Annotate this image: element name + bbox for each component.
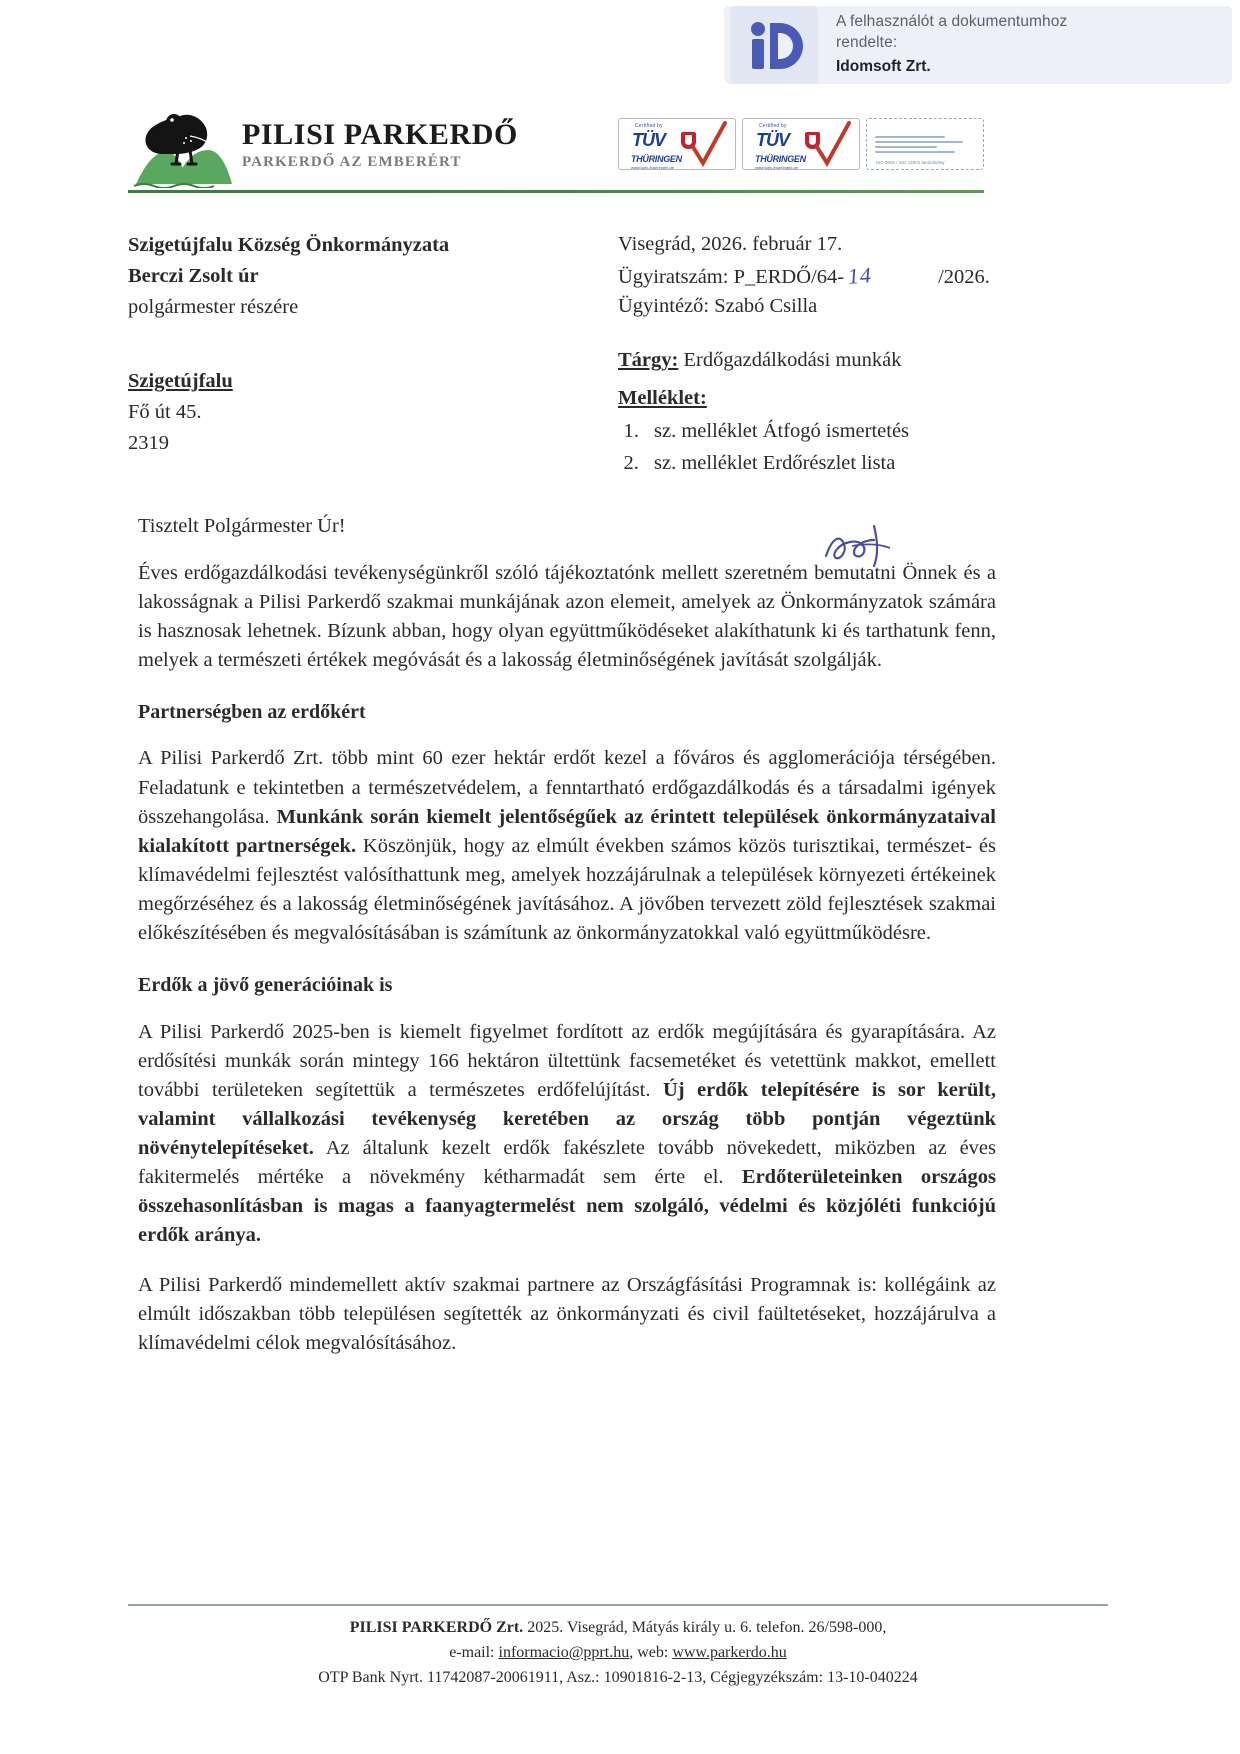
file-number-value: P_ERDŐ/64- [733, 265, 845, 288]
letterhead [128, 96, 984, 196]
page-footer [128, 1616, 1108, 1690]
subject-block [618, 345, 1088, 376]
national-afforestation-paragraph: A Pilisi Parkerdő mindemellett aktív szakmai partnere az Országfásítási Programnak is: kollégáink az elmúlt időszakban több településen segítették az önkormányzati és civil faültetéseket, hozzájárulva a klímavédelmi célok megvalósításához. [138, 1274, 996, 1355]
footer-divider [128, 1604, 1108, 1606]
partnership-text-a: A Pilisi Parkerdő Zrt. több mint 60 ezer hektár erdőt kezel a főváros és agglomerációja térségében. Feladatunk e tekintetben a természetvédelem, a fenntartható erdőgazdálkodás és a társadalmi igények összehangolása. [138, 747, 996, 828]
tuv-thuringen-certificate-icon: Certified by TÜV THÜRINGEN www.tuev-thueringen.de [618, 118, 736, 170]
footer-email-label: e-mail: [449, 1643, 495, 1661]
footer-email-link[interactable]: informacio@pprt.hu [498, 1643, 630, 1661]
section-heading-future-generations: Erdők a jövő generációinak is [138, 974, 393, 997]
footer-bank-row: OTP Bank Nyrt. 11742087-20061911, Asz.: 10901816-2-13, Cégjegyzékszám: 13-10-040224 [318, 1668, 918, 1686]
iso-certificate-icon: ISO 9001 / ISO 14001 tanúsítvány [866, 118, 984, 170]
future-text-bold-2: Erdőterületeinken országos összehasonlításban is magas a faanyagtermelést nem szolgáló, védelmi és közjóléti funkciójú erdők aránya. [138, 1166, 996, 1247]
eid-assignment-stamp [724, 6, 1232, 84]
recipient-organization: Szigetújfalu Község Önkormányzata [128, 234, 450, 256]
future-generations-paragraph [138, 1018, 996, 1251]
list-item [644, 416, 1088, 447]
intro-paragraph: Éves erdőgazdálkodási tevékenységünkről szóló tájékoztatónk mellett szeretném bemutatni Önnek és a lakosságnak a Pilisi Parkerdő szakmai munkájának azon elemeit, amelyek az Önkormányzatok számára is hasznosak lehetnek. Bízunk abban, hogy olyan együttműködéseket alakíthatunk ki és tarthatunk fenn, melyek a természeti értékek megóvását és a lakosság életminőségének javítását szolgálják. [138, 561, 996, 671]
recipient-address-block [128, 230, 568, 459]
company-slogan: PARKERDŐ AZ EMBERÉRT [242, 154, 462, 170]
clerk-name: Szabó Csilla [714, 295, 818, 318]
future-text-c: Az általunk kezelt erdők fakészlete tovább növekedett, miközben az éves fakitermelés mértéke a növekmény kétharmadát sem érte el. [138, 1137, 996, 1189]
subject-label: Tárgy: [618, 349, 679, 371]
recipient-role: polgármester részére [128, 295, 299, 318]
recipient-postal-code: 2319 [128, 431, 169, 454]
recipient-person: Berczi Zsolt úr [128, 264, 259, 287]
footer-address-row [128, 1616, 1108, 1641]
company-name: PILISI PARKERDŐ [242, 118, 518, 151]
id-badge-icon [730, 6, 818, 84]
company-logo [128, 96, 518, 188]
attachment-2-text: sz. melléklet Erdőrészlet lista [654, 451, 896, 474]
letter-body [138, 515, 996, 1378]
file-number-label: Ügyiratszám: [618, 265, 729, 288]
eid-line-1: A felhasználót a dokumentumhoz [836, 12, 1068, 30]
footer-company: PILISI PARKERDŐ Zrt. [349, 1619, 524, 1636]
list-item [644, 448, 1088, 479]
clerk-row [618, 292, 1088, 322]
document-meta-block [618, 230, 1088, 322]
attachments-label: Melléklet: [618, 387, 707, 409]
recipient-street: Fő út 45. [128, 401, 202, 423]
place-and-date: Visegrád, 2026. február 17. [618, 233, 843, 255]
salutation: Tisztelt Polgármester Úr! [138, 515, 346, 537]
tuv-thuringen-certificate-icon: Certified by TÜV THÜRINGEN www.tuev-thueringen.de [742, 118, 860, 170]
section-heading-partnership: Partnerségben az erdőkért [138, 700, 366, 723]
footer-web-link[interactable]: www.parkerdo.hu [672, 1643, 787, 1661]
blackbird-on-hills-logo [128, 96, 236, 188]
eid-line-2: rendelte: [836, 33, 898, 51]
file-number-handwritten: 14 [847, 261, 873, 289]
footer-web-label: , web: [629, 1643, 669, 1661]
future-text-bold-1: Új erdők telepítésére is sor került, valamint vállalkozási tevékenység keretében az ország több pontján végeztünk növénytelepítéseket. [138, 1078, 997, 1160]
clerk-label: Ügyintéző: [618, 295, 710, 318]
file-number-row [618, 260, 1088, 293]
future-text-a: A Pilisi Parkerdő 2025-ben is kiemelt figyelmet fordított az erdők megújítására és gyarapítására. Az erdősítési munkák során mintegy 166 hektáron ültettünk facsemetéket és vetettünk makkot, emellett további területeken segítettük a természetes erdőfelújítást. [138, 1020, 996, 1101]
attachments-block [618, 383, 1088, 478]
partnership-text-c: Köszönjük, hogy az elmúlt években számos közös turisztikai, természet- és klímavédelmi fejlesztést valósíthattunk meg, amelyek hozzájárulnak a települések környezeti értékeinek megőrzéséhez és a lakosság életminőségének javításához. A jövőben tervezett zöld fejlesztések szakmai előkészítésében és megvalósításában is számítunk az önkormányzatokkal való együttműködésre. [138, 834, 996, 945]
subject-value: Erdőgazdálkodási munkák [683, 349, 902, 371]
attachment-1-text: sz. melléklet Átfogó ismertetés [654, 419, 910, 442]
partnership-paragraph [138, 744, 996, 948]
eid-assignee: Idomsoft Zrt. [836, 58, 931, 76]
partnership-text-bold: Munkánk során kiemelt jelentőségűek az érintett települések önkormányzataival kialakított partnerségek. [138, 805, 996, 857]
letterhead-divider [128, 190, 984, 193]
recipient-city: Szigetújfalu [128, 370, 233, 393]
footer-address: 2025. Visegrád, Mátyás király u. 6. telefon. 26/598-000, [527, 1619, 887, 1636]
footer-contact-row [128, 1641, 1108, 1666]
certification-logos [618, 118, 984, 170]
file-number-year: /2026. [938, 265, 990, 288]
